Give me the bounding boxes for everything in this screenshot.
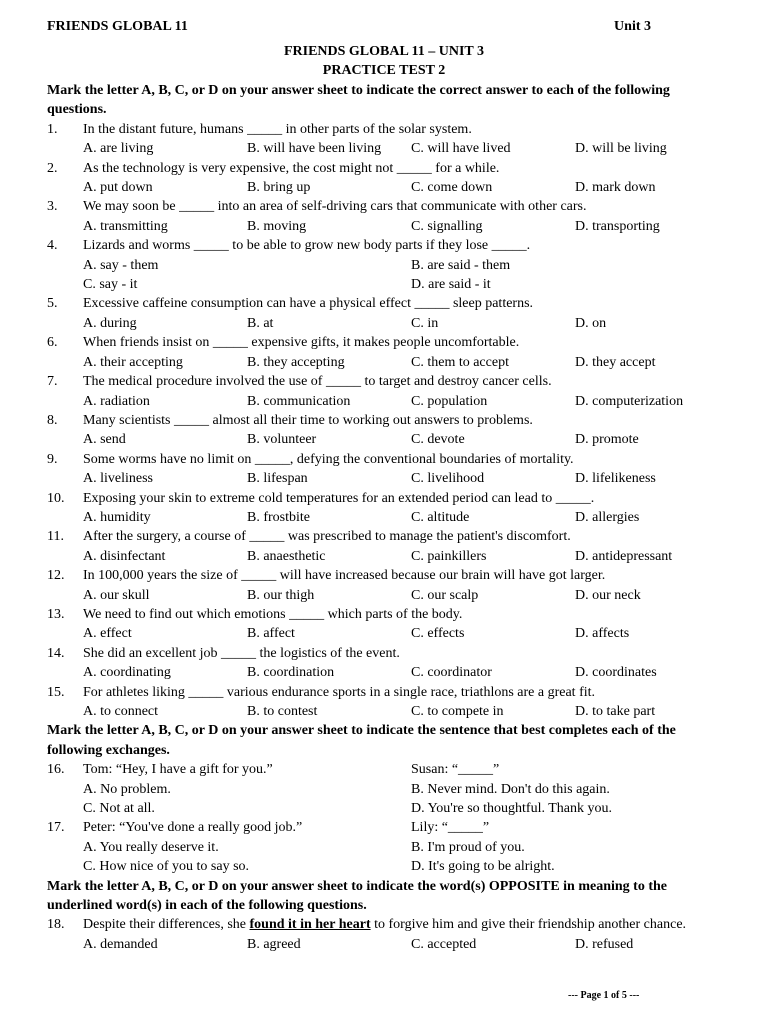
option-c: C. our scalp	[411, 587, 479, 603]
options-11	[47, 547, 727, 566]
options-16-row-2	[47, 799, 727, 818]
option-a: A. our skull	[83, 587, 150, 603]
option-a: A. demanded	[83, 936, 158, 952]
options-5	[47, 314, 727, 333]
page-header	[47, 19, 651, 37]
test-title: FRIENDS GLOBAL 11 – UNIT 3	[283, 44, 485, 59]
option-a: A. radiation	[83, 393, 150, 409]
option-c: C. Not at all.	[83, 801, 155, 817]
question-reply: Lily: “_____”	[411, 820, 490, 836]
option-a: A. humidity	[83, 509, 151, 525]
question-stem: We need to find out which emotions _____ which parts of the body.	[83, 606, 463, 622]
option-b: B. agreed	[247, 936, 301, 952]
section-3-instruction: Mark the letter A, B, C, or D on your answer sheet to indicate the word(s) OPPOSITE in meaning to the underlined word(s) in each of the following questions.	[47, 878, 667, 914]
option-b: B. lifespan	[247, 471, 308, 487]
option-b: B. our thigh	[247, 587, 315, 603]
option-b: B. I'm proud of you.	[411, 839, 525, 855]
question-stem: We may soon be _____ into an area of self-driving cars that communicate with other cars.	[83, 199, 587, 215]
test-content	[47, 81, 727, 954]
question-number: 7.	[47, 374, 58, 390]
question-16	[47, 760, 727, 779]
option-c: C. come down	[411, 180, 493, 196]
question-stem	[83, 915, 727, 934]
options-17-row-2	[47, 857, 727, 876]
option-d: D. computerization	[575, 393, 684, 409]
question-5	[47, 294, 727, 313]
option-d: D. transporting	[575, 218, 660, 234]
option-a: A. No problem.	[83, 781, 171, 797]
options-15	[47, 702, 727, 721]
question-stem: As the technology is very expensive, the cost might not _____ for a while.	[83, 160, 500, 176]
question-stem: Some worms have no limit on _____, defying the conventional boundaries of mortality.	[83, 451, 574, 467]
question-number: 1.	[47, 121, 58, 137]
option-c: C. in	[411, 315, 439, 331]
question-stem: Many scientists _____ almost all their time to working out answers to problems.	[83, 412, 533, 428]
options-12	[47, 586, 727, 605]
option-c: C. them to accept	[411, 354, 509, 370]
underlined-phrase: found it in her heart	[249, 917, 371, 933]
options-6	[47, 353, 727, 372]
option-d: D. It's going to be alright.	[411, 859, 555, 875]
option-c: C. accepted	[411, 936, 477, 952]
question-7	[47, 372, 727, 391]
options-16-row-1	[47, 780, 727, 799]
options-3	[47, 217, 727, 236]
option-c: C. will have lived	[411, 141, 511, 157]
question-stem: After the surgery, a course of _____ was prescribed to manage the patient's discomfort.	[83, 529, 571, 545]
question-6	[47, 333, 727, 352]
option-a: A. during	[83, 315, 137, 331]
question-8	[47, 411, 727, 430]
question-stem: For athletes liking _____ various endurance sports in a single race, triathlons are a great fit.	[83, 684, 596, 700]
option-d: D. allergies	[575, 509, 640, 525]
question-number: 11.	[47, 529, 64, 545]
question-number: 6.	[47, 335, 58, 351]
question-stem: In the distant future, humans _____ in other parts of the solar system.	[83, 121, 472, 137]
option-a: A. coordinating	[83, 665, 171, 681]
option-b: B. coordination	[247, 665, 335, 681]
question-number: 18.	[47, 917, 65, 933]
options-13	[47, 624, 727, 643]
question-2	[47, 159, 727, 178]
option-c: C. devote	[411, 432, 465, 448]
question-stem: Exposing your skin to extreme cold temperatures for an extended period can lead to _____.	[83, 490, 595, 506]
question-stem: In 100,000 years the size of _____ will have increased because our brain will have got larger.	[83, 568, 606, 584]
question-number: 8.	[47, 412, 58, 428]
header-left: FRIENDS GLOBAL 11	[47, 19, 188, 34]
question-1	[47, 120, 727, 139]
option-d: D. refused	[575, 936, 634, 952]
options-1	[47, 139, 727, 158]
option-b: B. affect	[247, 626, 295, 642]
question-number: 10.	[47, 490, 65, 506]
option-a: A. send	[83, 432, 126, 448]
question-stem: Excessive caffeine consumption can have a physical effect _____ sleep patterns.	[83, 296, 534, 312]
option-b: B. moving	[247, 218, 307, 234]
question-stem: Peter: “You've done a really good job.”	[83, 820, 303, 836]
question-number: 5.	[47, 296, 58, 312]
option-a: A. liveliness	[83, 471, 153, 487]
page-footer: --- Page 1 of 5 ---	[568, 990, 640, 1001]
option-a: A. transmitting	[83, 218, 168, 234]
question-number: 2.	[47, 160, 58, 176]
question-13	[47, 605, 727, 624]
option-a: A. their accepting	[83, 354, 183, 370]
options-14	[47, 663, 727, 682]
option-c: C. say - it	[83, 277, 138, 293]
question-reply: Susan: “_____”	[411, 762, 500, 778]
option-b: B. frostbite	[247, 509, 310, 525]
question-17	[47, 818, 727, 837]
question-number: 14.	[47, 645, 65, 661]
option-c: C. How nice of you to say so.	[83, 859, 250, 875]
option-b: B. volunteer	[247, 432, 317, 448]
option-b: B. bring up	[247, 180, 311, 196]
section-2-instruction: Mark the letter A, B, C, or D on your answer sheet to indicate the sentence that best completes each of the following exchanges.	[47, 723, 676, 758]
option-d: D. they accept	[575, 354, 656, 370]
option-c: C. effects	[411, 626, 465, 642]
question-18	[47, 915, 727, 934]
options-7	[47, 392, 727, 411]
option-a: A. to connect	[83, 704, 159, 719]
option-a: A. disinfectant	[83, 548, 166, 564]
question-stem: The medical procedure involved the use of _____ to target and destroy cancer cells.	[83, 374, 552, 390]
options-4-row-1	[47, 256, 727, 275]
option-c: C. painkillers	[411, 548, 487, 564]
question-stem: She did an excellent job _____ the logistics of the event.	[83, 645, 400, 661]
options-10	[47, 508, 727, 527]
option-d: D. mark down	[575, 180, 656, 196]
question-10	[47, 489, 727, 508]
option-a: A. put down	[83, 180, 153, 196]
option-c: C. to compete in	[411, 704, 504, 719]
option-d: D. on	[575, 315, 607, 331]
options-2	[47, 178, 727, 197]
option-b: B. will have been living	[247, 141, 382, 157]
question-4	[47, 236, 727, 255]
option-d: D. antidepressant	[575, 548, 673, 564]
option-d: D. coordinates	[575, 665, 657, 681]
options-9	[47, 469, 727, 488]
option-c: C. livelihood	[411, 471, 485, 487]
option-a: A. effect	[83, 626, 132, 642]
options-18	[47, 935, 727, 954]
option-b: B. they accepting	[247, 354, 345, 370]
question-number: 13.	[47, 606, 65, 622]
question-number: 17.	[47, 820, 65, 836]
question-15	[47, 683, 727, 702]
stem-text-after: to forgive him and give their friendship another chance.	[370, 917, 687, 933]
option-d: D. lifelikeness	[575, 471, 656, 487]
option-d: D. You're so thoughtful. Thank you.	[411, 801, 612, 817]
question-number: 9.	[47, 451, 58, 467]
question-3	[47, 197, 727, 216]
options-4-row-2	[47, 275, 727, 294]
question-stem: Lizards and worms _____ to be able to grow new body parts if they lose _____.	[83, 238, 531, 254]
option-c: C. altitude	[411, 509, 470, 525]
option-d: D. to take part	[575, 704, 656, 719]
question-number: 15.	[47, 684, 65, 700]
options-17-row-1	[47, 838, 727, 857]
option-a: A. say - them	[83, 257, 159, 273]
option-d: D. promote	[575, 432, 639, 448]
option-b: B. anaesthetic	[247, 548, 326, 564]
section-1-instruction: Mark the letter A, B, C, or D on your answer sheet to indicate the correct answer to each of the following questions.	[47, 83, 670, 118]
header-right: Unit 3	[614, 19, 651, 34]
option-b: B. to contest	[247, 704, 318, 719]
option-d: D. are said - it	[411, 277, 491, 293]
question-9	[47, 450, 727, 469]
question-number: 3.	[47, 199, 58, 215]
question-number: 12.	[47, 568, 65, 584]
options-8	[47, 430, 727, 449]
option-b: B. are said - them	[411, 257, 511, 273]
option-d: D. affects	[575, 626, 630, 642]
option-c: C. coordinator	[411, 665, 492, 681]
question-12	[47, 566, 727, 585]
option-d: D. our neck	[575, 587, 641, 603]
test-subtitle: PRACTICE TEST 2	[322, 63, 446, 78]
option-b: B. Never mind. Don't do this again.	[411, 781, 610, 797]
option-c: C. population	[411, 393, 488, 409]
stem-text-before: Despite their differences, she	[83, 917, 250, 933]
question-number: 16.	[47, 762, 65, 778]
question-stem: Tom: “Hey, I have a gift for you.”	[83, 762, 273, 778]
question-stem: When friends insist on _____ expensive gifts, it makes people uncomfortable.	[83, 335, 520, 351]
option-c: C. signalling	[411, 218, 483, 234]
option-a: A. are living	[83, 141, 154, 157]
option-b: B. communication	[247, 393, 351, 409]
option-b: B. at	[247, 315, 274, 331]
question-11	[47, 527, 727, 546]
question-14	[47, 644, 727, 663]
option-a: A. You really deserve it.	[83, 839, 219, 855]
option-d: D. will be living	[575, 141, 667, 157]
question-number: 4.	[47, 238, 58, 254]
